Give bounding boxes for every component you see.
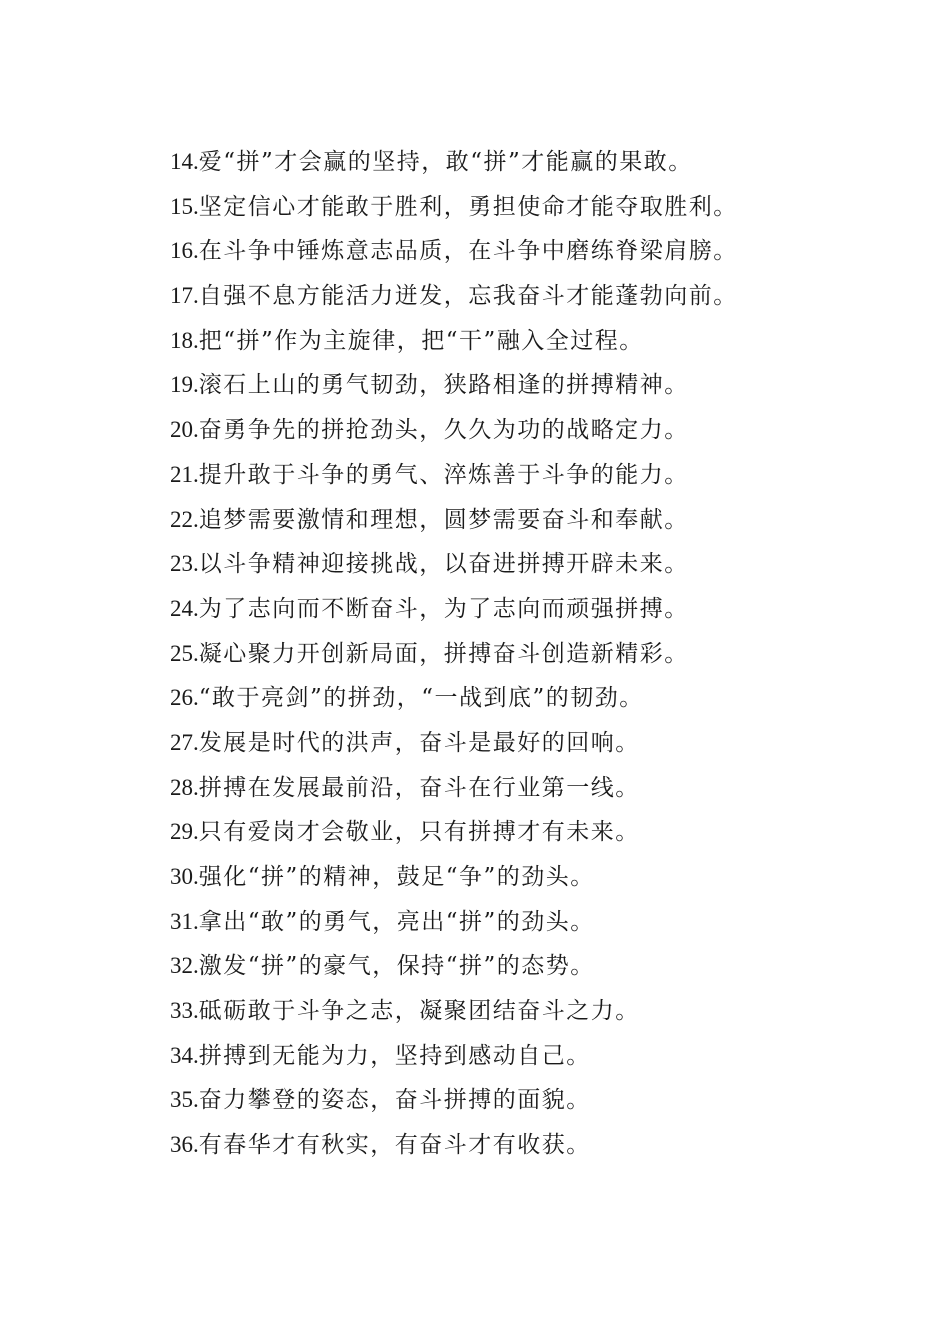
list-item [170,229,910,274]
list-item [170,498,910,543]
item-text: 拼搏在发展最前沿，奋斗在行业第一线。 [198,774,640,801]
item-text: 拿出“敢”的勇气，亮出“拼”的劲头。 [198,908,595,935]
item-text: “敢于亮剑”的拼劲，“一战到底”的韧劲。 [198,685,644,712]
item-text: 自强不息方能活力迸发，忘我奋斗才能蓬勃向前。 [198,283,738,310]
item-number: 22. [170,506,199,532]
item-text: 拼搏到无能为力，坚持到感动自己。 [198,1042,591,1069]
list-item [170,721,910,766]
item-number: 29. [170,819,199,845]
item-number: 23. [170,551,199,577]
list-item [170,989,910,1034]
item-number: 24. [170,595,199,621]
item-text: 发展是时代的洪声，奋斗是最好的回响。 [198,729,640,756]
item-number: 20. [170,417,199,443]
item-text: 凝心聚力开创新局面，拼搏奋斗创造新精彩。 [198,640,689,667]
item-number: 34. [170,1042,199,1068]
item-number: 36. [170,1132,199,1158]
list-item [170,855,910,900]
item-number: 18. [170,327,199,353]
item-number: 30. [170,864,199,889]
list-item [170,766,910,811]
item-text: 有春华才有秋实，有奋斗才有收获。 [198,1132,591,1159]
slogan-list [170,140,910,1168]
list-item [170,542,910,587]
list-item [170,1078,910,1123]
item-number: 16. [170,238,199,264]
list-item [170,185,910,230]
item-text: 为了志向而不断奋斗，为了志向而顽强拼搏。 [198,595,689,622]
item-text: 奋勇争先的拼抢劲头，久久为功的战略定力。 [198,417,689,444]
item-text: 在斗争中锤炼意志品质，在斗争中磨练脊梁肩膀。 [198,238,738,265]
item-text: 以斗争精神迎接挑战，以奋进拼搏开辟未来。 [198,551,689,578]
item-text: 把“拼”作为主旋律，把“干”融入全过程。 [198,327,644,354]
item-number: 19. [170,372,199,398]
list-item [170,944,910,989]
item-text: 只有爱岗才会敬业，只有拼搏才有未来。 [198,819,640,846]
item-number: 17. [170,283,199,309]
list-item [170,587,910,632]
item-number: 25. [170,640,199,666]
item-text: 强化“拼”的精神，鼓足“争”的劲头。 [198,864,595,890]
item-number: 33. [170,998,199,1024]
list-item [170,1123,910,1168]
item-text: 奋力攀登的姿态，奋斗拼搏的面貌。 [198,1087,591,1114]
list-item [170,632,910,677]
list-item [170,676,910,721]
list-item [170,408,910,453]
list-item [170,274,910,319]
list-item [170,1034,910,1079]
list-item [170,363,910,408]
item-number: 15. [170,193,199,219]
item-text: 提升敢于斗争的勇气、淬炼善于斗争的能力。 [198,461,689,488]
item-number: 31. [170,908,199,934]
list-item [170,319,910,364]
item-number: 27. [170,729,199,755]
item-text: 坚定信心才能敢于胜利，勇担使命才能夺取胜利。 [198,193,738,220]
item-number: 32. [170,953,199,979]
item-number: 35. [170,1087,199,1113]
list-item [170,140,910,185]
item-number: 14. [170,149,199,174]
item-text: 砥砺敢于斗争之志，凝聚团结奋斗之力。 [198,998,640,1025]
item-number: 26. [170,685,199,711]
item-text: 滚石上山的勇气韧劲，狭路相逢的拼搏精神。 [198,372,689,399]
list-item [170,453,910,498]
list-item [170,810,910,855]
item-number: 21. [170,461,199,487]
item-text: 追梦需要激情和理想，圆梦需要奋斗和奉献。 [198,506,689,533]
item-text: 爱“拼”才会赢的坚持，敢“拼”才能赢的果敢。 [198,149,693,175]
item-number: 28. [170,774,199,800]
item-text: 激发“拼”的豪气，保持“拼”的态势。 [198,953,595,980]
list-item [170,900,910,945]
